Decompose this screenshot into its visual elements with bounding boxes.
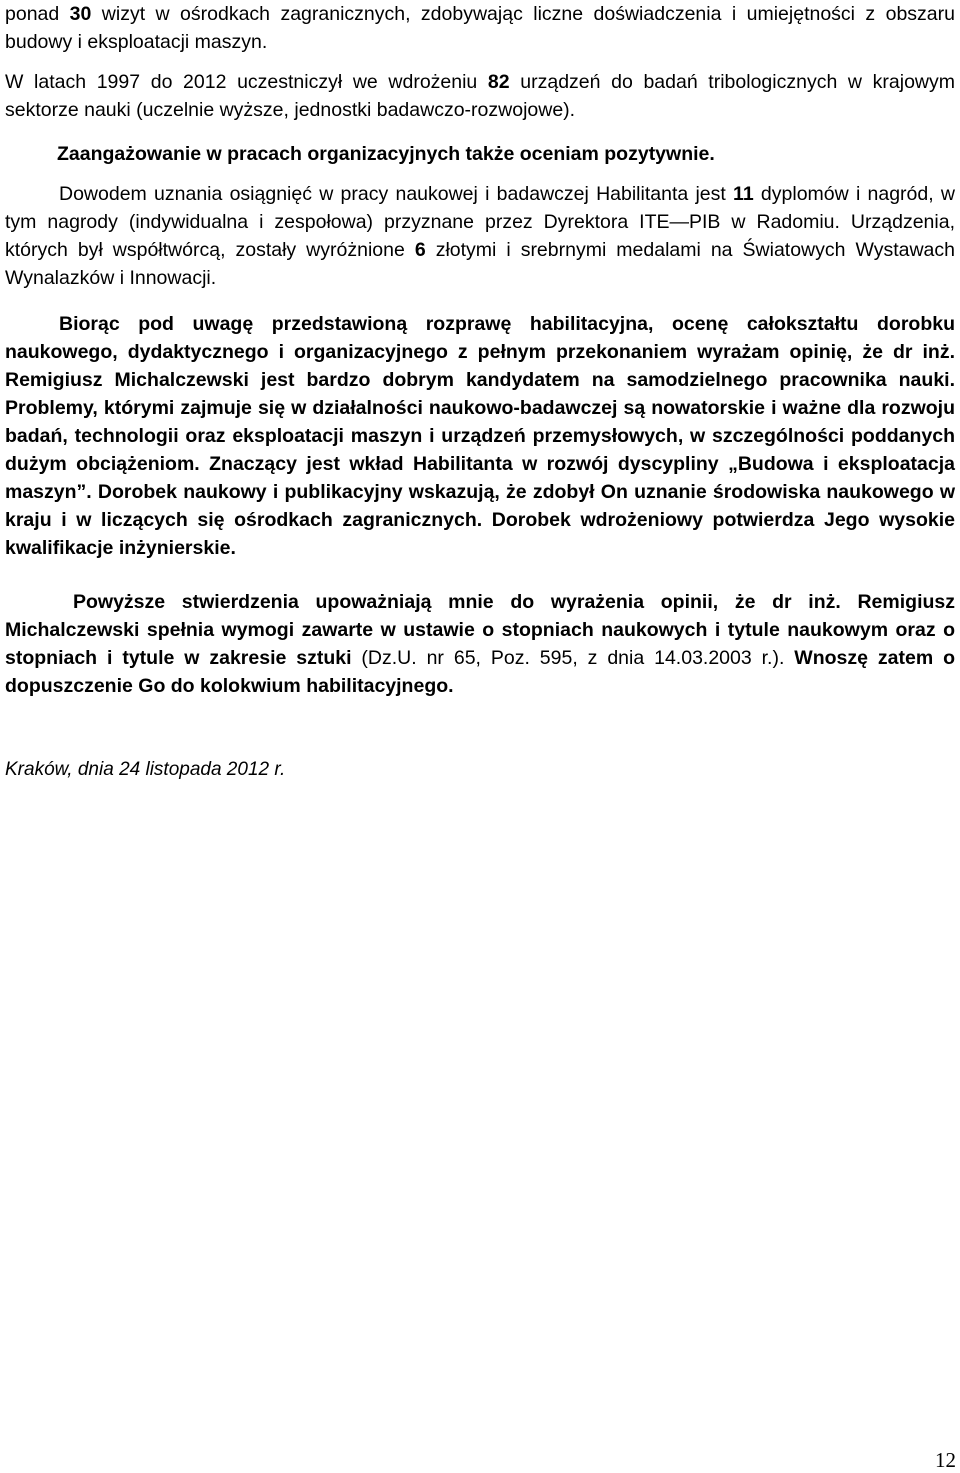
text-run: (Dz.U. nr 65, Poz. 595, z dnia 14.03.2003 r.). [351,647,785,669]
page-number: 12 [935,1448,956,1472]
text-run: Zaangażowanie w pracach organizacyjnych także oceniam pozytywnie. [57,143,715,165]
text-run: 11 [733,183,754,205]
text-run: Biorąc pod uwagę przedstawioną rozprawę habilitacyjna, ocenę całokształtu dorobku naukowego, dydaktycznego i organizacyjnego z pełnym przekonaniem wyrażam opinię, że dr inż. Remigiusz Michalczewski jest bardzo dobrym kandydatem na samodzielnego pracownika nauki. Problemy, którymi zajmuje się w działalności naukowo-badawczej są nowatorskie i ważne dla rozwoju badań, technologii oraz eksploatacji maszyn i urządzeń przemysłowych, w szczególności poddanych dużym obciążeniom. Znaczący jest wkład Habilitanta w rozwój dyscypliny „Budowa i eksploatacja maszyn”. Dorobek naukowy i publikacyjny wskazują, że zdobył On uznanie środowiska naukowego w kraju i w liczących się ośrodkach zagranicznych. Dorobek wdrożeniowy potwierdza Jego wysokie kwalifikacje inżynierskie. [5,313,955,559]
text-run: urządzeń do badań tribologicznych w krajowym sektorze nauki (uczelnie wyższe, jednostki badawczo-rozwojowe). [5,71,955,121]
text-run: Powyższe stwierdzenia upoważniają mnie do wyrażenia opinii, że dr inż. Remigiusz Michalczewski spełnia wymogi zawarte w ustawie o stopniach naukowych i tytule naukowym oraz o stopniach i tytule w zakresie sztuki [5,591,955,669]
place-and-date: Kraków, dnia 24 listopada 2012 r. [5,759,286,780]
paragraph-awards [5,180,955,292]
paragraph-implementations [5,68,955,124]
paragraph-conclusion [5,588,955,700]
text-run: ponad [5,3,70,25]
text-run: wizyt w ośrodkach zagranicznych, zdobywając liczne doświadczenia i umiejętności z obszaru budowy i eksploatacji maszyn. [5,3,955,53]
text-run: złotymi i srebrnymi medalami na Światowych Wystawach Wynalazków i Innowacji. [5,239,955,289]
text-run: dyplomów i nagród, w tym nagrody (indywidualna i zespołowa) przyznane przez Dyrektora ITE—PIB w Radomiu. Urządzenia, których był współtwórcą, zostały wyróżnione [5,183,955,261]
paragraph-overall-assessment [5,310,955,562]
text-run: 82 [487,71,510,93]
paragraph-foreign-visits [5,0,955,56]
text-run: 6 [414,239,426,261]
text-run: 30 [69,3,92,25]
paragraph-organizational-work [57,140,955,168]
text-run: W latach 1997 do 2012 uczestniczył we wdrożeniu [5,71,488,93]
text-run: Dowodem uznania osiągnięć w pracy naukowej i badawczej Habilitanta jest [59,183,734,205]
text-run: Wnoszę zatem o dopuszczenie Go do kolokwium habilitacyjnego. [5,647,955,697]
